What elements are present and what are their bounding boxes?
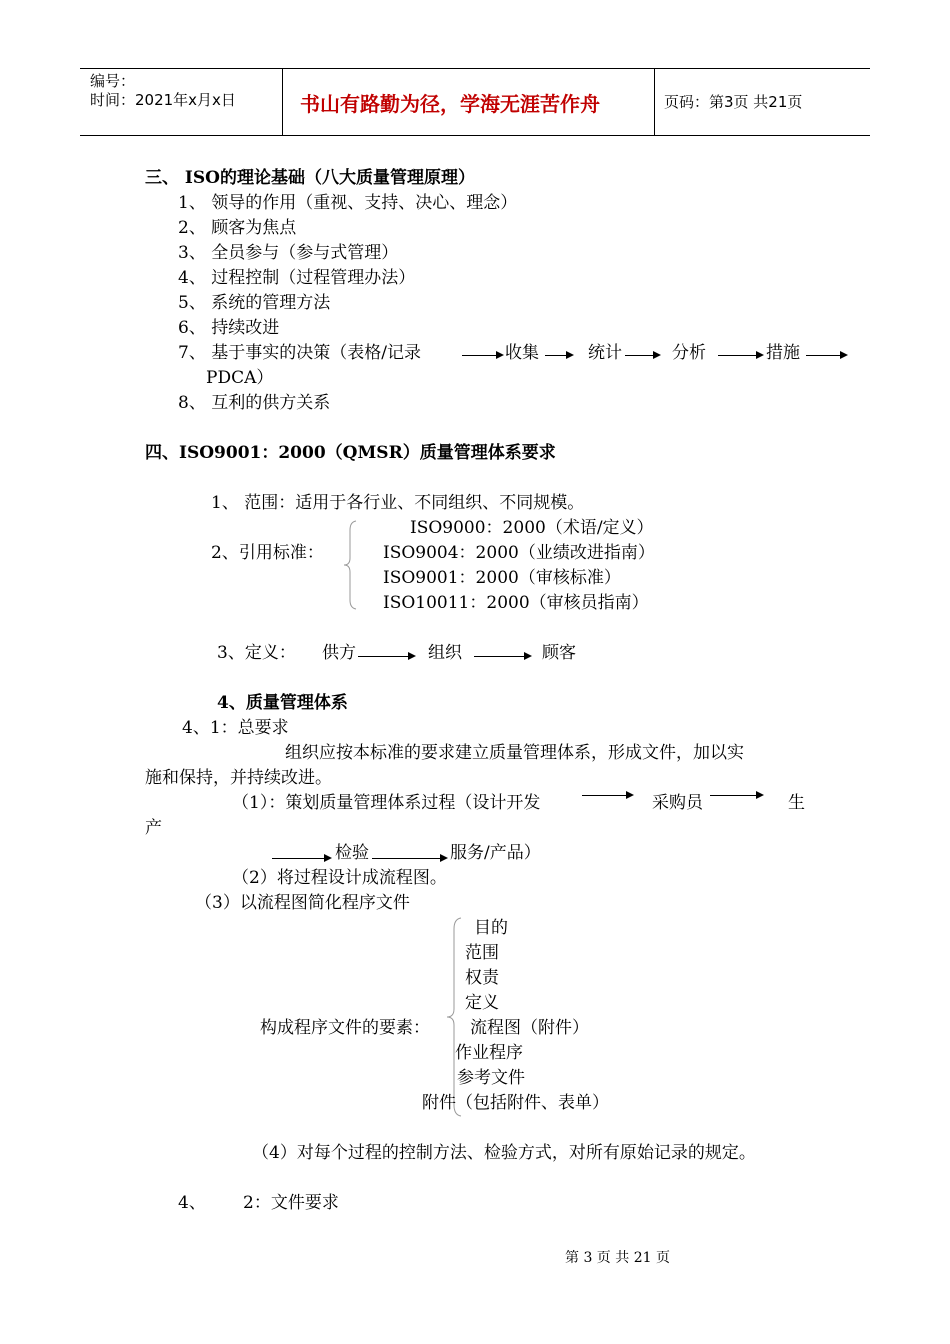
flow-measures: 措施 bbox=[766, 343, 800, 363]
item1-arrow-2 bbox=[710, 795, 762, 796]
ref-1: ISO9000：2000（术语/定义） bbox=[410, 518, 654, 538]
element-attachment: 附件（包括附件、表单） bbox=[422, 1093, 609, 1113]
def-arrow-2 bbox=[474, 656, 530, 657]
doc-req-number: 4、 bbox=[178, 1193, 206, 1213]
def-supplier: 供方 bbox=[322, 643, 356, 663]
section3-item-7: 7、 基于事实的决策（表格/记录 bbox=[178, 343, 421, 363]
item1-arrow-3 bbox=[272, 858, 330, 859]
def-arrow-1 bbox=[358, 656, 414, 657]
flow-arrow-5 bbox=[806, 355, 846, 356]
para1-line2: 施和保持，并持续改进。 bbox=[145, 768, 332, 788]
doc-req: 2：文件要求 bbox=[243, 1193, 339, 1213]
section4-ref-label: 2、引用标准： bbox=[211, 543, 324, 563]
qms-title: 4、质量管理体系 bbox=[217, 693, 348, 713]
ref-3: ISO9001：2000（审核标准） bbox=[383, 568, 621, 588]
item1-production-start: 生 bbox=[788, 793, 805, 813]
ref-2: ISO9004：2000（业绩改进指南） bbox=[383, 543, 655, 563]
element-scope: 范围 bbox=[465, 943, 499, 963]
item1-service: 服务/产品） bbox=[450, 843, 541, 863]
def-organization: 组织 bbox=[428, 643, 462, 663]
item4: （4）对每个过程的控制方法、检验方式，对所有原始记录的规定。 bbox=[252, 1143, 756, 1163]
item1-arrow-1 bbox=[582, 795, 632, 796]
section3-item-8: 8、 互利的供方关系 bbox=[178, 393, 331, 413]
elements-label: 构成程序文件的要素： bbox=[260, 1018, 430, 1038]
footer-page-number: 第 3 页 共 21 页 bbox=[565, 1250, 670, 1266]
section3-item-1: 1、 领导的作用（重视、支持、决心、理念） bbox=[178, 193, 518, 213]
element-definition: 定义 bbox=[465, 993, 499, 1013]
section3-title: 三、 ISO的理论基础（八大质量管理原理） bbox=[145, 168, 475, 188]
item1-arrow-4 bbox=[372, 858, 446, 859]
element-flowchart: 流程图（附件） bbox=[470, 1018, 589, 1038]
para1-line1: 组织应按本标准的要求建立质量管理体系，形成文件，加以实 bbox=[285, 743, 744, 763]
element-reference: 参考文件 bbox=[457, 1068, 525, 1088]
section4-def-label: 3、定义： bbox=[217, 643, 296, 663]
item3: （3）以流程图简化程序文件 bbox=[195, 893, 410, 913]
ref-brace bbox=[342, 520, 358, 610]
flow-arrow-4 bbox=[718, 355, 762, 356]
ref-4: ISO10011：2000（审核员指南） bbox=[383, 593, 649, 613]
element-purpose: 目的 bbox=[474, 918, 508, 938]
section3-item-3: 3、 全员参与（参与式管理） bbox=[178, 243, 399, 263]
section3-pdca: PDCA） bbox=[206, 368, 274, 388]
item2: （2）将过程设计成流程图。 bbox=[232, 868, 447, 888]
flow-arrow-2 bbox=[545, 355, 572, 356]
header-bottom-border bbox=[80, 135, 870, 136]
element-procedure: 作业程序 bbox=[455, 1043, 523, 1063]
section4-title: 四、ISO9001：2000（QMSR）质量管理体系要求 bbox=[145, 443, 556, 463]
flow-arrow-3 bbox=[625, 355, 659, 356]
item1-production-end: 产 bbox=[145, 818, 162, 838]
element-authority: 权责 bbox=[465, 968, 499, 988]
header-divider-1 bbox=[282, 68, 283, 135]
item1-inspection: 检验 bbox=[335, 843, 369, 863]
header-code-label: 编号： bbox=[90, 72, 136, 90]
header-divider-2 bbox=[654, 68, 655, 135]
flow-collect: 收集 bbox=[505, 343, 539, 363]
general-req: 4、1：总要求 bbox=[182, 718, 289, 738]
item1-text: （1）：策划质量管理体系过程（设计开发 bbox=[232, 793, 541, 813]
section3-item-2: 2、 顾客为焦点 bbox=[178, 218, 297, 238]
section3-item-6: 6、 持续改进 bbox=[178, 318, 280, 338]
header-motto: 书山有路勤为径，学海无涯苦作舟 bbox=[300, 92, 600, 116]
section3-item-4: 4、 过程控制（过程管理办法） bbox=[178, 268, 416, 288]
header-page-label: 页码：第3页 共21页 bbox=[664, 93, 803, 111]
section3-item-5: 5、 系统的管理方法 bbox=[178, 293, 331, 313]
section4-scope: 1、 范围：适用于各行业、不同组织、不同规模。 bbox=[211, 493, 585, 513]
header-top-border bbox=[80, 68, 870, 69]
def-customer: 顾客 bbox=[542, 643, 576, 663]
flow-arrow-1 bbox=[462, 355, 502, 356]
item1-purchaser: 采购员 bbox=[652, 793, 703, 813]
header-time-label: 时间：2021年x月x日 bbox=[90, 91, 236, 109]
flow-analysis: 分析 bbox=[672, 343, 706, 363]
flow-stats: 统计 bbox=[588, 343, 622, 363]
